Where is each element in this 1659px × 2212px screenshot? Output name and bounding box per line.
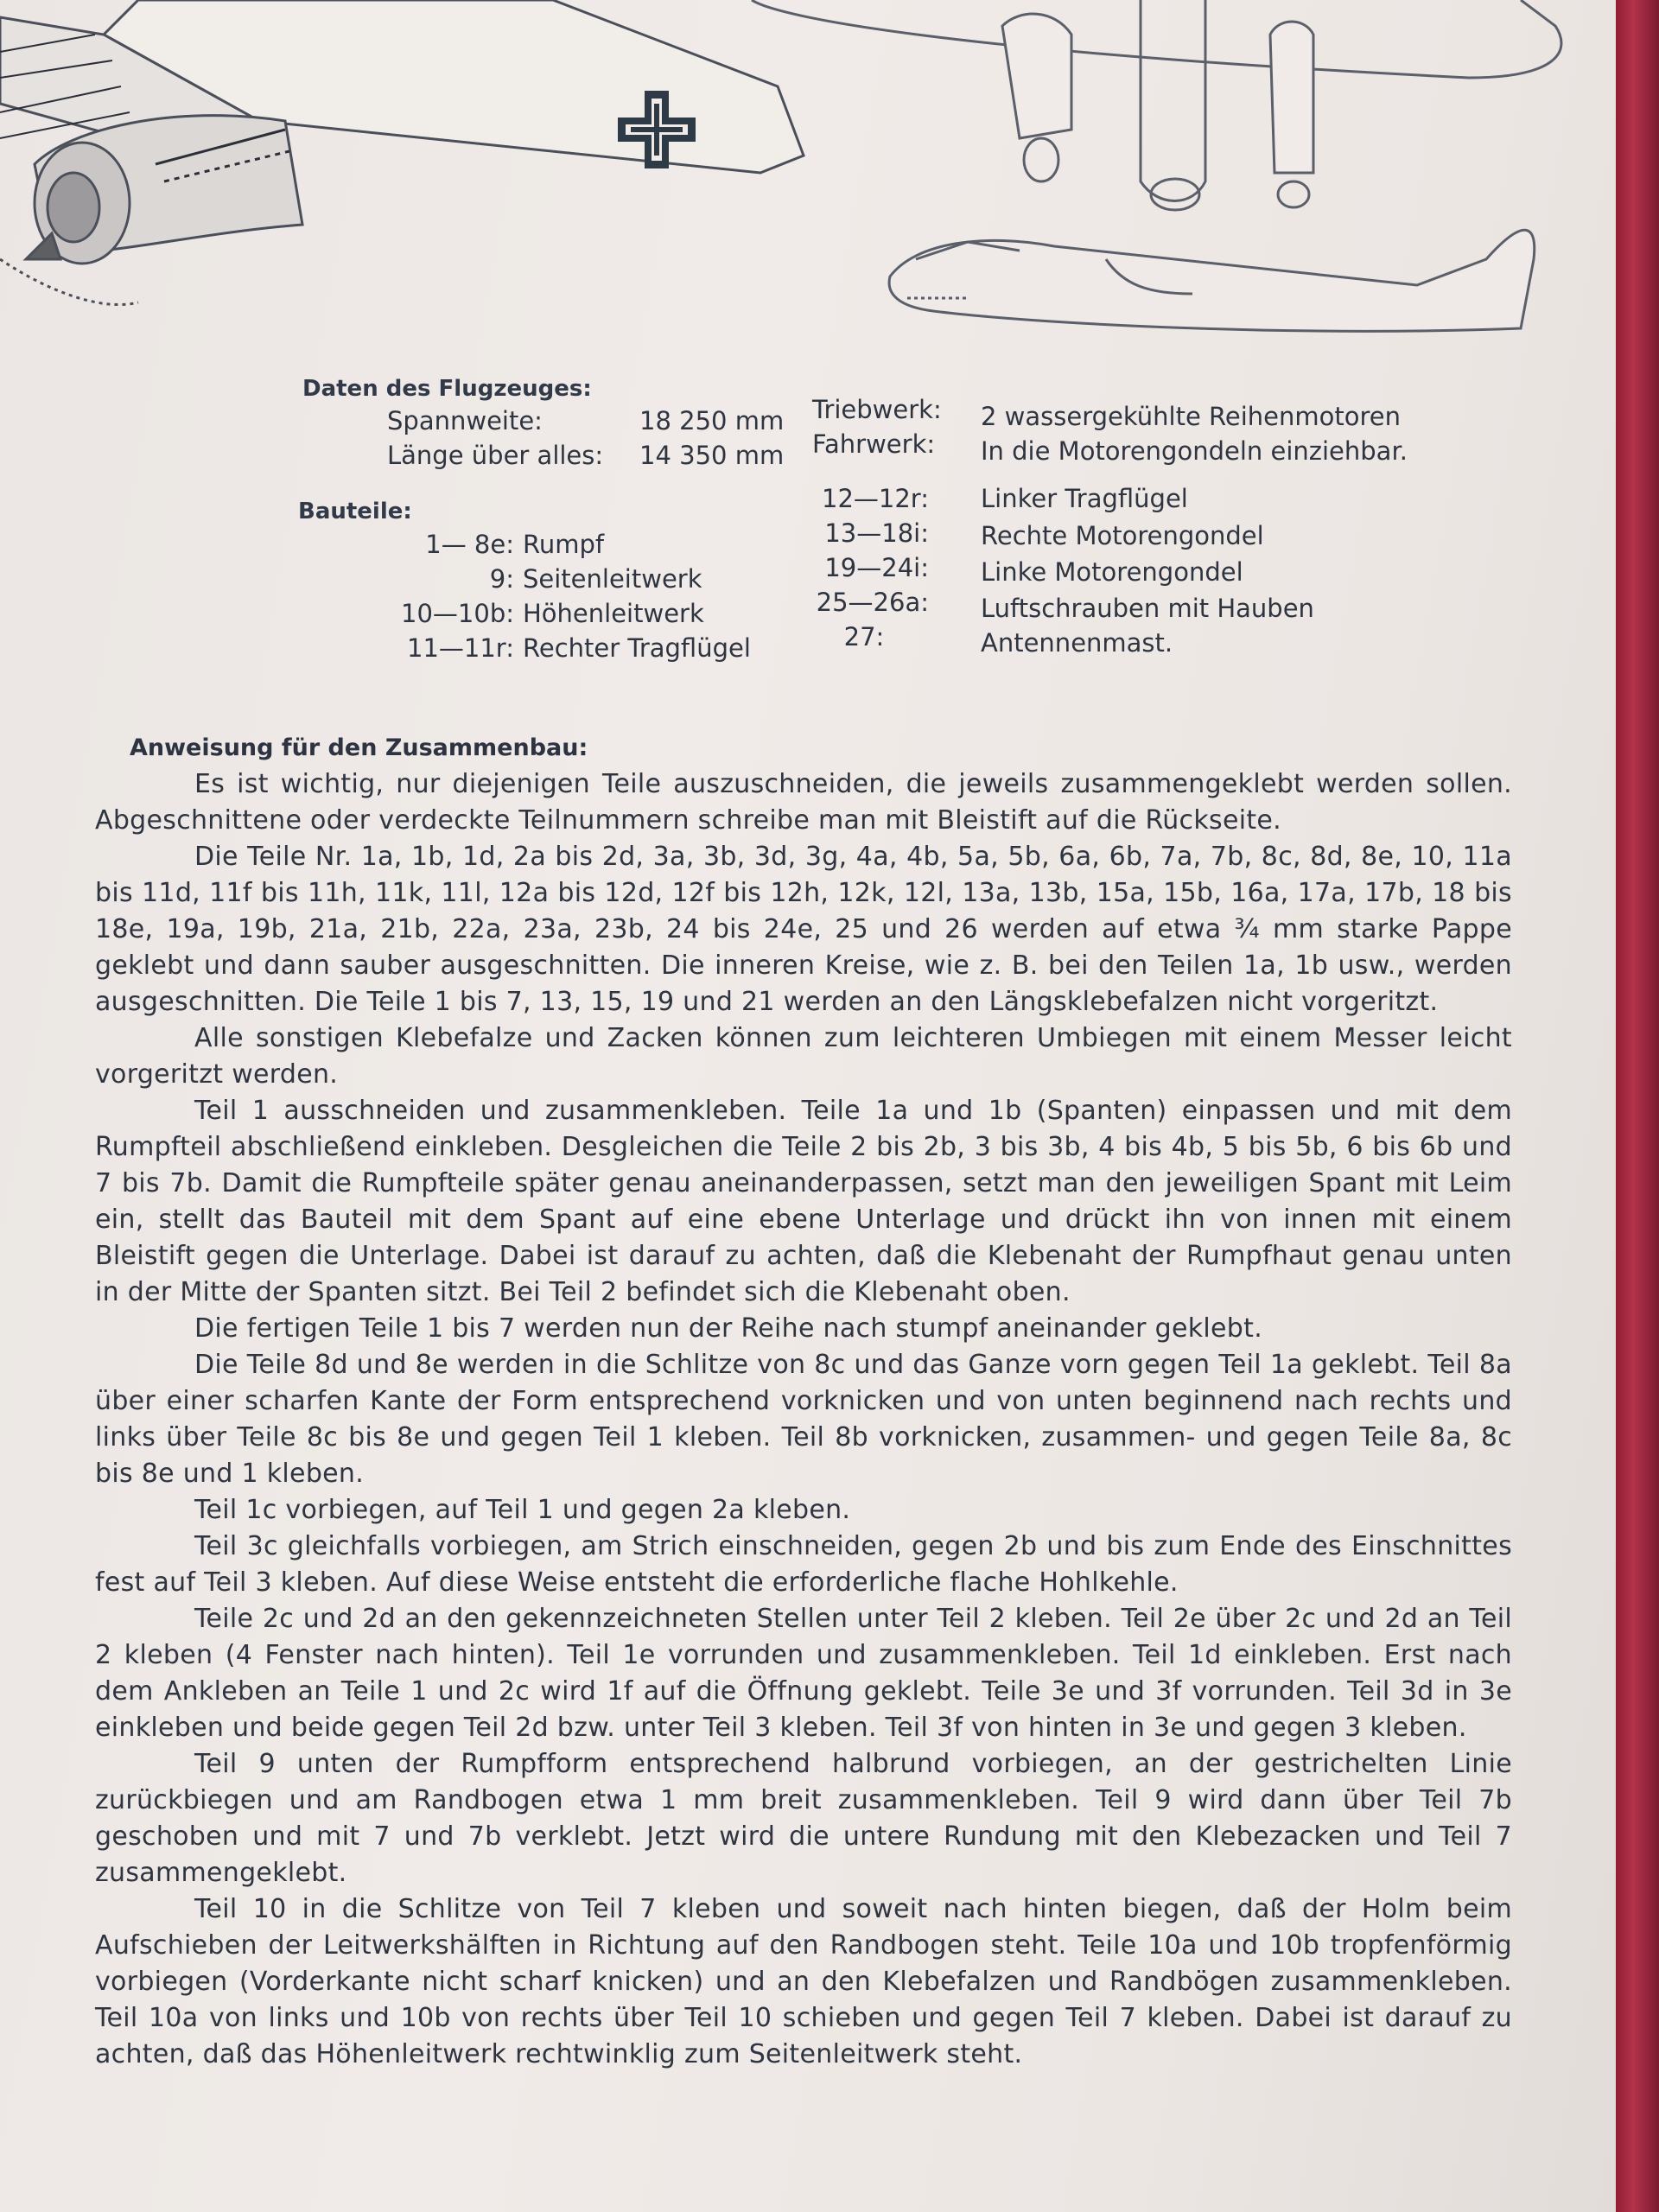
instruction-paragraph: Teil 1 ausschneiden und zusammenkleben. Teile 1a und 1b (Spanten) einpassen und mit dem Rumpfteil abschließend einkleben. Desgleichen die Teile 2 bis 2b, 3 bis 3b, 4 bis 4b, 5 bis 5b, 6 bis 6b und 7 bis 7b. Damit die Rumpfteile später genau aneinanderpassen, setzt man den jeweiligen Spant mit Leim ein, stellt das Bauteil mit dem Spant auf eine ebene Unterlage und drückt ihn von innen mit einem Bleistift gegen die Unterlage. Dabei ist darauf zu achten, daß die Klebenaht der Rumpfhaut genau unten in der Mitte der Spanten sitzt. Bei Teil 2 befindet sich die Klebenaht oben. <box>95 1096 1512 1307</box>
instruction-paragraph: Alle sonstigen Klebefalze und Zacken können zum leichteren Umbiegen mit einem Messer leicht vorgeritzt werden. <box>95 1023 1512 1090</box>
instruction-paragraph: Die fertigen Teile 1 bis 7 werden nun der Reihe nach stumpf aneinander geklebt. <box>194 1313 1263 1344</box>
part-name: Linke Motorengondel <box>981 557 1243 587</box>
part-number: 12—12r: <box>822 484 929 513</box>
background-edge <box>1616 0 1659 2212</box>
part-name: Rumpf <box>523 530 605 559</box>
part-name: Antennenmast. <box>981 628 1173 658</box>
part-number: 10—10b: <box>401 599 514 628</box>
spec-label: Länge über alles: <box>387 441 604 470</box>
part-name: Rechter Tragflügel <box>523 633 751 663</box>
data-heading: Daten des Flugzeuges: <box>302 376 592 402</box>
instructions-heading: Anweisung für den Zusammenbau: <box>130 734 588 761</box>
part-number: 11—11r: <box>407 633 514 663</box>
part-number: 27: <box>843 622 885 652</box>
spec-label: Spannweite: <box>387 406 543 435</box>
part-number: 19—24i: <box>824 553 929 582</box>
part-number: 9: <box>489 564 514 594</box>
drive-value: In die Motorengondeln einziehbar. <box>981 436 1408 466</box>
aircraft-drawing <box>0 0 1616 363</box>
instruction-paragraph: Teile 2c und 2d an den gekennzeichneten Stellen unter Teil 2 kleben. Teil 2e über 2c und 2d an Teil 2 kleben (4 Fenster nach hinten). Teil 1e vorrunden und zusammenkleben. Teil 1d einkleben. Erst nach dem Ankleben an Teile 1 und 2c wird 1f auf die Öffnung geklebt. Teile 3e und 3f vorrunden. Teil 3d in 3e einkleben und beide gegen Teil 2d bzw. unter Teil 3 kleben. Teil 3f von hinten in 3e und gegen 3 kleben. <box>95 1604 1512 1743</box>
part-number: 25—26a: <box>816 588 929 617</box>
instruction-paragraph: Es ist wichtig, nur diejenigen Teile auszuschneiden, die jeweils zusammengeklebt werden sollen. Abgeschnittene oder verdeckte Teilnummern schreibe man mit Bleistift auf die Rückseite. <box>95 769 1512 836</box>
drive-label: Fahrwerk: <box>812 429 936 459</box>
aircraft-data <box>298 367 1508 678</box>
spec-value: 14 350 mm <box>639 441 785 470</box>
instruction-paragraph: Teil 10 in die Schlitze von Teil 7 kleben und soweit nach hinten biegen, daß der Holm beim Aufschieben der Leitwerkshälften in Richtung auf den Randbogen steht. Teile 10a und 10b tropfenförmig vorbiegen (Vorderkante nicht scharf knicken) und an den Klebefalzen und Randbögen zusammenkleben. Teil 10a von links und 10b von rechts über Teil 10 schieben und gegen Teil 7 kleben. Dabei ist darauf zu achten, daß das Höhenleitwerk rechtwinklig zum Seitenleitwerk steht. <box>95 1894 1512 2069</box>
part-name: Luftschrauben mit Hauben <box>981 594 1314 623</box>
part-name: Höhenleitwerk <box>523 599 704 628</box>
part-name: Linker Tragflügel <box>981 484 1188 513</box>
instruction-paragraph: Die Teile 8d und 8e werden in die Schlitze von 8c und das Ganze vorn gegen Teil 1a geklebt. Teil 8a über einer scharfen Kante der Form entsprechend vorknicken und von unten beginnend nach rechts und links über Teile 8c bis 8e und gegen Teil 1 kleben. Teil 8b vorknicken, zusammen- und gegen Teile 8a, 8c bis 8e und 1 kleben. <box>95 1350 1512 1489</box>
assembly-instructions <box>95 734 1512 2073</box>
instruction-paragraph: Teil 9 unten der Rumpfform entsprechend halbrund vorbiegen, an der gestrichelten Linie zurückbiegen und am Randbogen etwa 1 mm breit zusammenkleben. Teil 9 wird dann über Teil 7b geschoben und mit 7 und 7b verklebt. Jetzt wird die untere Rundung mit den Klebezacken und Teil 7 zusammengeklebt. <box>95 1749 1512 1888</box>
instruction-paragraph: Die Teile Nr. 1a, 1b, 1d, 2a bis 2d, 3a, 3b, 3d, 3g, 4a, 4b, 5a, 5b, 6a, 6b, 7a, 7b, 8c, 8d, 8e, 10, 11a bis 11d, 11f bis 11h, 11k, 11l, 12a bis 12d, 12f bis 12h, 12k, 12l, 13a, 13b, 15a, 15b, 16a, 17a, 17b, 18 bis 18e, 19a, 19b, 21a, 21b, 22a, 23a, 23b, 24 bis 24e, 25 und 26 werden auf etwa ¾ mm starke Pappe geklebt und dann sauber ausgeschnitten. Die inneren Kreise, wie z. B. bei den Teilen 1a, 1b usw., werden ausgeschnitten. Die Teile 1 bis 7, 13, 15, 19 und 21 werden an den Längsklebefalzen nicht vorgeritzt. <box>95 842 1512 1017</box>
part-name: Seitenleitwerk <box>523 564 702 594</box>
spec-value: 18 250 mm <box>639 406 785 435</box>
instruction-paragraph: Teil 1c vorbiegen, auf Teil 1 und gegen 2a kleben. <box>194 1495 851 1525</box>
part-number: 13—18i: <box>824 518 929 548</box>
drive-label: Triebwerk: <box>812 395 942 424</box>
part-number: 1— 8e: <box>425 530 514 559</box>
parts-heading: Bauteile: <box>298 499 412 524</box>
instruction-paragraph: Teil 3c gleichfalls vorbiegen, am Strich einschneiden, gegen 2b und bis zum Ende des Einschnittes fest auf Teil 3 kleben. Auf diese Weise entsteht die erforderliche flache Hohlkehle. <box>95 1531 1512 1598</box>
part-name: Rechte Motorengondel <box>981 521 1264 550</box>
drive-value: 2 wassergekühlte Reihenmotoren <box>981 402 1401 431</box>
